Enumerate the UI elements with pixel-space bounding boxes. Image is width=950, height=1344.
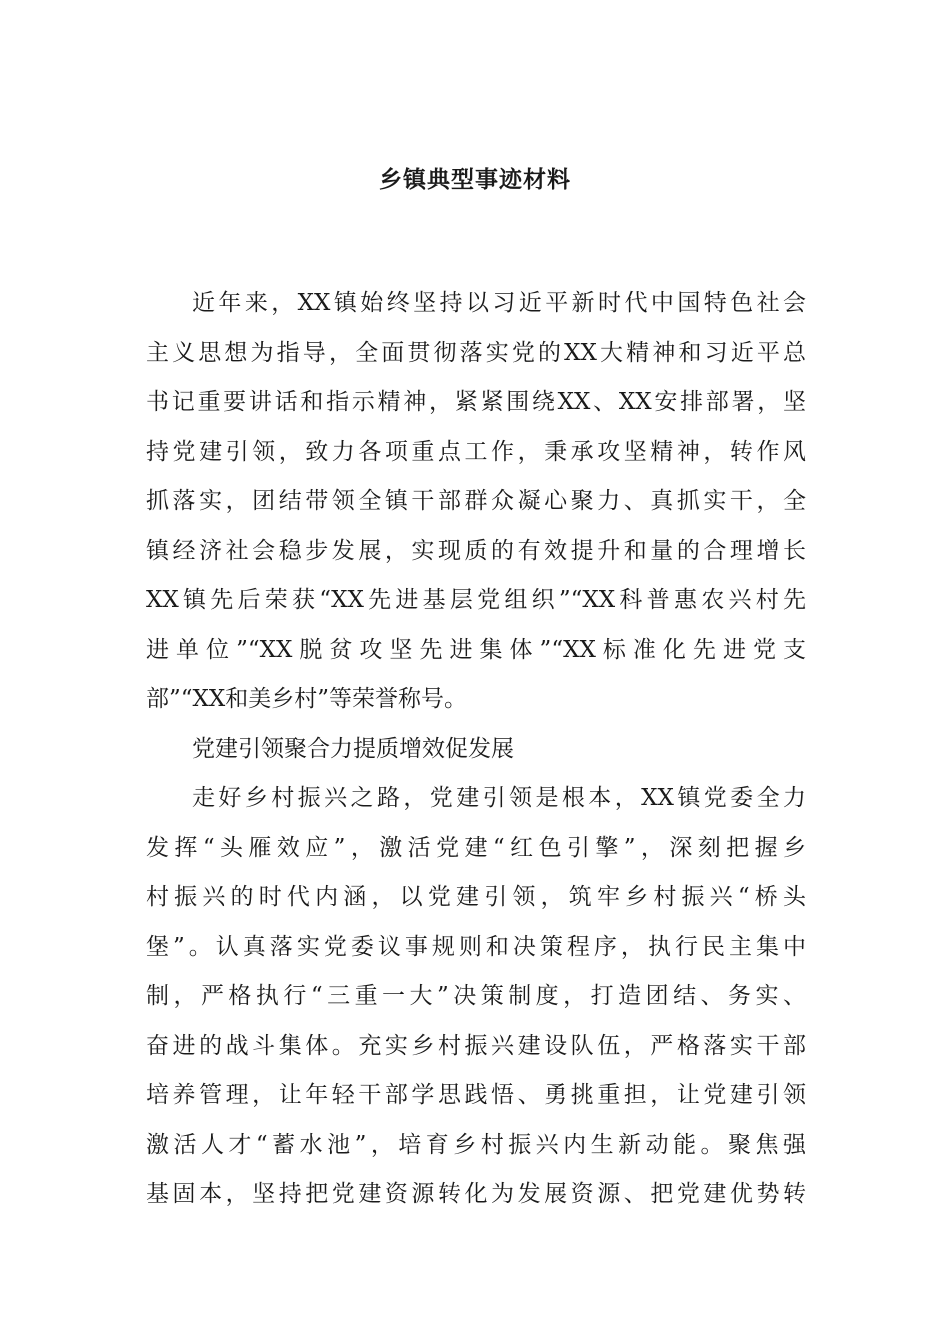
paragraph-line: 抓落实，团结带领全镇干部群众凝心聚力、真抓实干，全	[146, 488, 806, 514]
document-title: 乡镇典型事迹材料	[379, 166, 571, 193]
paragraph-line: 制，严格执行“三重一大”决策制度，打造团结、务实、	[146, 983, 806, 1009]
paragraph-line: 培养管理，让年轻干部学思践悟、勇挑重担，让党建引领	[146, 1082, 806, 1108]
paragraph-line: 奋进的战斗集体。充实乡村振兴建设队伍，严格落实干部	[146, 1032, 806, 1059]
paragraph-line: 进单位”“XX脱贫攻坚先进集体”“XX标准化先进党支	[146, 636, 806, 663]
section-heading: 党建引领聚合力提质增效促发展	[192, 735, 514, 762]
paragraph-line: 近年来，XX镇始终坚持以习近平新时代中国特色社会	[192, 290, 806, 316]
paragraph-line: 部”“XX和美乡村”等荣誉称号。	[146, 686, 468, 712]
paragraph-line: 走好乡村振兴之路，党建引领是根本，XX镇党委全力	[192, 785, 806, 811]
paragraph-line: 书记重要讲话和指示精神，紧紧围绕XX、XX安排部署，坚	[146, 389, 806, 415]
paragraph-line: 镇经济社会稳步发展，实现质的有效提升和量的合理增长	[146, 537, 806, 564]
paragraph-line: 村振兴的时代内涵，以党建引领，筑牢乡村振兴“桥头	[146, 884, 806, 910]
paragraph-line: 持党建引领，致力各项重点工作，秉承攻坚精神，转作风	[146, 438, 806, 465]
paragraph-line: 堡”。认真落实党委议事规则和决策程序，执行民主集中	[146, 933, 806, 960]
paragraph-line: 基固本，坚持把党建资源转化为发展资源、把党建优势转	[146, 1181, 806, 1207]
paragraph-line: 发挥“头雁效应”，激活党建“红色引擎”，深刻把握乡	[146, 834, 806, 861]
document-body	[146, 279, 806, 1220]
paragraph-line: 激活人才“蓄水池”，培育乡村振兴内生新动能。聚焦强	[146, 1131, 806, 1158]
paragraph-line: 主义思想为指导，全面贯彻落实党的XX大精神和习近平总	[146, 339, 806, 366]
paragraph-line: XX镇先后荣获“XX先进基层党组织”“XX科普惠农兴村先	[146, 587, 806, 613]
